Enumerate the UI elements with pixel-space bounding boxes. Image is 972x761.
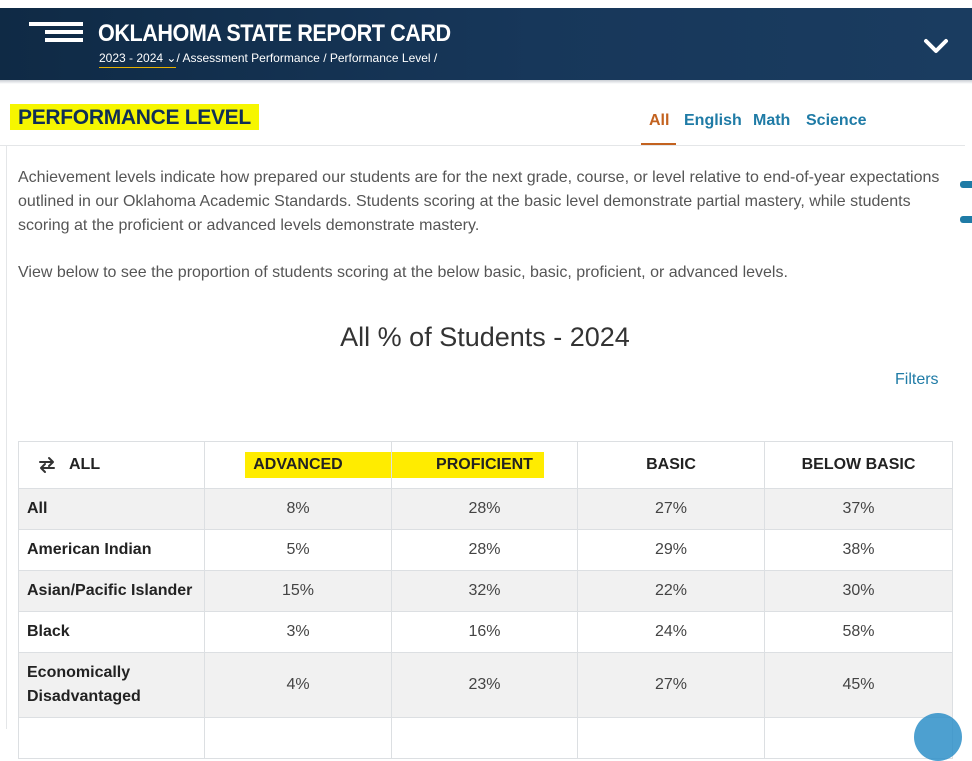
tab-all[interactable]: All bbox=[649, 112, 670, 129]
cell-below-basic: 37% bbox=[765, 489, 953, 530]
cell-below-basic: 38% bbox=[765, 530, 953, 571]
table-header-row bbox=[19, 442, 953, 489]
chevron-down-icon[interactable] bbox=[922, 36, 950, 56]
cell-basic: 27% bbox=[578, 489, 765, 530]
cell-basic: 24% bbox=[578, 612, 765, 653]
breadcrumb-performance-level[interactable]: Performance Level / bbox=[329, 51, 438, 65]
cell-advanced: 3% bbox=[205, 612, 392, 653]
row-label: Economically Disadvantaged bbox=[19, 653, 205, 718]
section-title: PERFORMANCE LEVEL bbox=[10, 104, 259, 130]
cell-advanced: 4% bbox=[205, 653, 392, 718]
cell-below-basic: 30% bbox=[765, 571, 953, 612]
breadcrumb bbox=[99, 51, 437, 65]
column-header-proficient[interactable]: PROFICIENT bbox=[392, 442, 578, 489]
panel-border bbox=[6, 146, 7, 729]
row-label: Black bbox=[19, 612, 205, 653]
cell-proficient: 32% bbox=[392, 571, 578, 612]
tab-english[interactable]: English bbox=[684, 112, 742, 129]
scroll-marker[interactable] bbox=[960, 181, 972, 188]
column-header-below-basic[interactable]: BELOW BASIC bbox=[765, 442, 953, 489]
chevron-down-icon: ⌄ bbox=[166, 51, 177, 65]
table-row bbox=[19, 530, 953, 571]
description-paragraph-2: View below to see the proportion of students scoring at the below basic, basic, proficient, or advanced levels. bbox=[18, 264, 788, 281]
header-shadow bbox=[0, 80, 972, 84]
cell-proficient: 28% bbox=[392, 489, 578, 530]
cell-advanced: 5% bbox=[205, 530, 392, 571]
cell-proficient: 28% bbox=[392, 530, 578, 571]
table-row bbox=[19, 612, 953, 653]
cell-basic: 22% bbox=[578, 571, 765, 612]
table-row bbox=[19, 489, 953, 530]
cell-advanced: 15% bbox=[205, 571, 392, 612]
cell-advanced: 8% bbox=[205, 489, 392, 530]
tab-science[interactable]: Science bbox=[806, 112, 867, 129]
tab-math[interactable]: Math bbox=[753, 112, 791, 129]
column-header-advanced[interactable]: ADVANCED bbox=[205, 442, 392, 489]
row-label: American Indian bbox=[19, 530, 205, 571]
cell-below-basic: 58% bbox=[765, 612, 953, 653]
floating-action-button[interactable] bbox=[914, 713, 962, 761]
row-label: Asian/Pacific Islander bbox=[19, 571, 205, 612]
description-paragraph: Achievement levels indicate how prepared our students are for the next grade, course, or level relative to end-of-year expectations outlined in our Oklahoma Academic Standards. Students scoring at the basic level demonstrate partial mastery, while students scoring at the proficient or advanced levels demonstrate mastery. bbox=[18, 169, 940, 234]
scroll-marker[interactable] bbox=[960, 216, 972, 223]
cell-advanced bbox=[205, 718, 392, 759]
cell-proficient: 23% bbox=[392, 653, 578, 718]
app-header bbox=[0, 8, 972, 80]
table-row bbox=[19, 571, 953, 612]
cell-basic bbox=[578, 718, 765, 759]
cell-basic: 29% bbox=[578, 530, 765, 571]
breadcrumb-year-select[interactable]: 2023 - 2024 ⌄ bbox=[99, 51, 176, 68]
sort-arrows-icon[interactable] bbox=[37, 456, 57, 474]
cell-below-basic: 45% bbox=[765, 653, 953, 718]
column-header-basic[interactable]: BASIC bbox=[578, 442, 765, 489]
filters-link[interactable]: Filters bbox=[895, 371, 939, 388]
cell-proficient: 16% bbox=[392, 612, 578, 653]
table-row bbox=[19, 653, 953, 718]
app-title: OKLAHOMA STATE REPORT CARD bbox=[98, 20, 451, 47]
chart-title: All % of Students - 2024 bbox=[340, 322, 630, 352]
cell-proficient bbox=[392, 718, 578, 759]
hamburger-menu-icon[interactable] bbox=[29, 22, 83, 46]
row-label: All bbox=[19, 489, 205, 530]
table-row bbox=[19, 718, 953, 759]
breadcrumb-assessment-performance[interactable]: / Assessment Performance / bbox=[176, 51, 327, 65]
divider bbox=[0, 145, 965, 146]
column-header-label: ALL bbox=[69, 456, 101, 474]
row-label bbox=[19, 718, 205, 759]
top-strip bbox=[0, 0, 972, 8]
column-header-all[interactable] bbox=[19, 442, 205, 489]
performance-table bbox=[18, 441, 953, 759]
cell-basic: 27% bbox=[578, 653, 765, 718]
